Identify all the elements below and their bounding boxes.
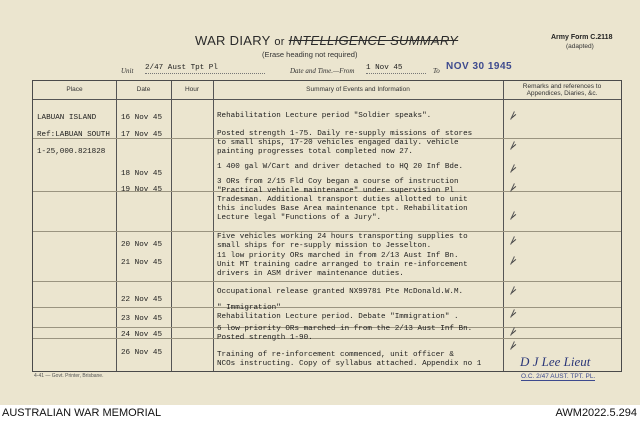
entry-text: 11 low priority ORs marched in from 2/13 Aust Inf Bn. Unit MT training cadre arranged to train re-inforcement drivers in ASM driver maintenance duties. (217, 252, 468, 278)
check-mark-icon (509, 141, 517, 150)
institution-label: AUSTRALIAN WAR MEMORIAL (2, 407, 162, 419)
col-summary: Summary of Events and Information (306, 86, 410, 93)
check-mark-icon (509, 286, 517, 295)
col-hour: Hour (184, 86, 200, 93)
check-mark-icon (509, 256, 517, 265)
officer-title-stamp: O.C. 2/47 AUST. TPT. PL. (521, 373, 596, 380)
title-intelligence-summary: INTELLIGENCE SUMMARY (288, 33, 459, 48)
place-ref: Ref:LABUAN SOUTH (37, 131, 110, 139)
page-title (195, 33, 458, 48)
entry-text: Rehabilitation Lecture period "Soldier speaks". (217, 112, 432, 120)
col-place: Place (66, 86, 83, 93)
entry-date: 23 Nov 45 (121, 315, 163, 323)
date-to-stamp: NOV 30 1945 (446, 61, 513, 72)
diary-table (32, 80, 622, 372)
entry-date: 17 Nov 45 (121, 131, 163, 139)
date-from: 1 Nov 45 (366, 64, 426, 74)
check-mark-icon (509, 309, 517, 318)
check-mark-icon (509, 111, 517, 120)
adapted-note: (adapted) (566, 43, 594, 50)
check-mark-icon (509, 164, 517, 173)
title-or: or (274, 36, 285, 48)
title-war-diary: WAR DIARY (195, 33, 271, 48)
date-time-label: Date and Time.—From (290, 67, 355, 75)
entry-text: 1 400 gal W/Cart and driver detached to HQ 20 Inf Bde. (217, 163, 464, 171)
caption-bar (0, 405, 640, 422)
entry-date: 21 Nov 45 (121, 259, 163, 267)
unit-value: 2/47 Aust Tpt Pl (145, 64, 265, 74)
place-grid: 1-25,000.821828 (37, 148, 106, 156)
entry-text: Occupational release granted NX99781 Pte McDonald.W.M. (217, 288, 464, 296)
entry-text: 6 low priority ORs marched in from the 2/13 Aust Inf Bn. Posted strength 1-90. (217, 325, 473, 342)
officer-signature: D J Lee Lieut (520, 354, 591, 369)
place-labuan: LABUAN ISLAND (37, 114, 97, 122)
check-mark-icon (509, 327, 517, 336)
col-remarks: Remarks and references to Appendices, Diaries, &c. (522, 83, 602, 97)
subtitle: (Erase heading not required) (262, 50, 358, 59)
entry-text: 3 ORs from 2/15 Fld Coy began a course of instruction "Practical vehicle maintenance" under supervision Pl Tradesman. Additional transport duties allotted to unit this includes Base Area maintenance tpt. Rehabilitation Lecture legal "Functions of a Jury". (217, 178, 468, 222)
entry-text: Posted strength 1-75. Daily re-supply missions of stores to small ships, 17-20 vehicles engaged daily. vehicle painting progresses total completed now 27. (217, 130, 473, 156)
date-to-label: To (433, 67, 440, 75)
entry-date: 22 Nov 45 (121, 296, 163, 304)
check-mark-icon (509, 211, 517, 220)
col-date: Date (136, 86, 151, 93)
entry-date: 20 Nov 45 (121, 241, 163, 249)
printer-note: 4-41 — Govt. Printer, Brisbane. (34, 373, 104, 379)
entry-text: Training of re-inforcement commenced, unit officer & NCOs instructing. Copy of syllabus attached. Appendix no 1 (217, 351, 482, 368)
entry-text: Five vehicles working 24 hours transporting supplies to small ships for re-supply mission to Jesselton. (217, 233, 468, 250)
unit-label: Unit (121, 67, 134, 75)
entry-date: 18 Nov 45 (121, 170, 163, 178)
check-mark-icon (509, 183, 517, 192)
entry-date: 26 Nov 45 (121, 349, 163, 357)
entry-date: 24 Nov 45 (121, 331, 163, 339)
entry-date: 19 Nov 45 (121, 186, 163, 194)
check-mark-icon (509, 341, 517, 350)
entry-date: 16 Nov 45 (121, 114, 163, 122)
entry-text: " Immigration" Rehabilitation Lecture period. Debate "Immigration" . (217, 304, 459, 321)
army-form-number: Army Form C.2118 (551, 34, 613, 41)
check-mark-icon (509, 236, 517, 245)
accession-number: AWM2022.5.294 (555, 407, 637, 419)
